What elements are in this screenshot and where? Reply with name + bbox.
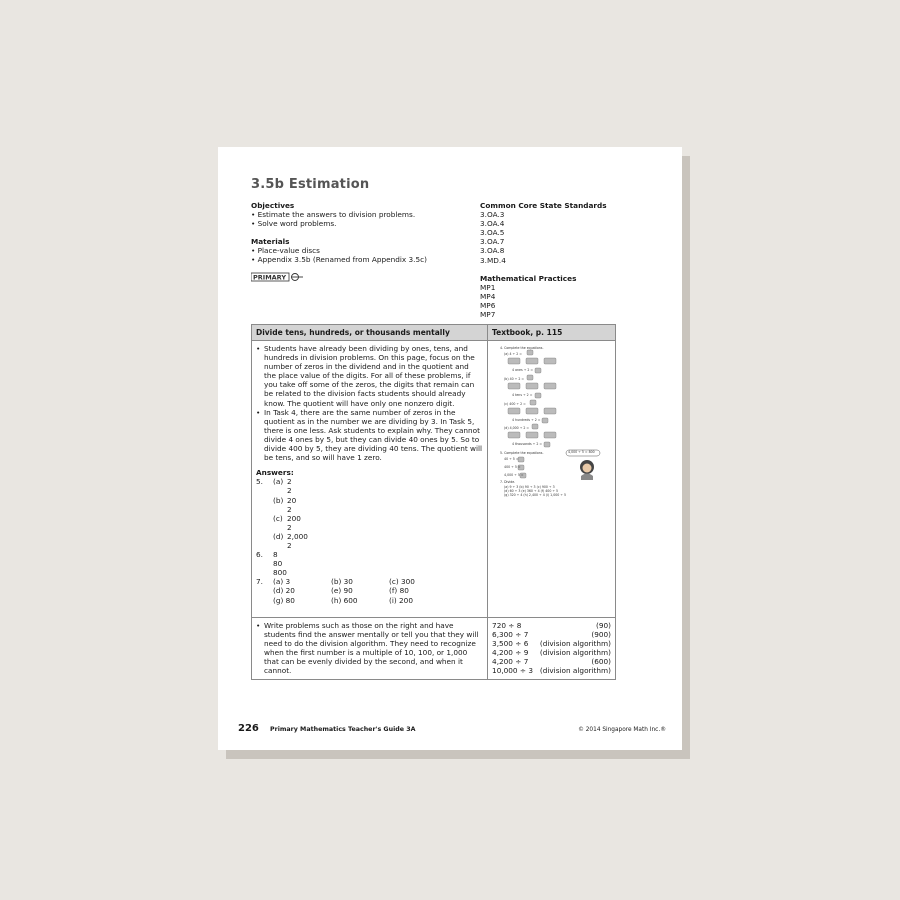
teaching-notes-cell	[252, 341, 488, 618]
standard-item: 3.MD.4	[480, 255, 506, 265]
primary-logo	[251, 272, 305, 282]
copyright: © 2014 Singapore Math Inc.®	[578, 727, 666, 733]
lesson-table	[251, 324, 616, 680]
teaching-bullet: • Write problems such as those on the right and have students find the answer mentally or tell you that they will need to do the division algorithm. They need to recognize when the first number is a multiple of 10, 100, or 1,000 that can be evenly divided by the second, and when it cannot.	[264, 621, 483, 676]
table-header-right: Textbook, p. 115	[488, 325, 616, 341]
practice-item: MP4	[480, 291, 496, 301]
document-page	[218, 147, 682, 750]
table-header-left: Divide tens, hundreds, or thousands mentally	[252, 325, 488, 341]
page-footer	[238, 716, 666, 735]
textbook-thumbnail-cell	[488, 341, 616, 618]
practices-heading: Mathematical Practices	[480, 273, 577, 283]
lesson-title: 3.5b Estimation	[251, 177, 370, 192]
right-info-column	[480, 201, 640, 319]
material-item: • Place-value discs	[251, 246, 320, 256]
svg-text:PRIMARY: PRIMARY	[253, 273, 287, 282]
mental-division-notes-cell	[252, 618, 488, 680]
answers-label: Answers:	[256, 468, 294, 478]
teaching-bullet: • In Task 4, there are the same number of zeros in the quotient as in the number we are dividing by 3. In Task 5, there is one less. Ask students to explain why. They cannot divide 4 ones by 5, but they can divide 40 ones by 5. So to divide 400 by 5, they are dividing 40 tens. The quotient will be tens, and so will have 1 zero.	[264, 408, 483, 463]
teaching-bullet: • Students have already been dividing by ones, tens, and hundreds in division problems. On this page, focus on the number of zeros in the dividend and in the quotient and the place value of the digits. For all of these problems, if you take off some of the zeros, the digits that remain can be related to the division facts students should already know. The quotient will have only one nonzero digit.	[264, 344, 483, 408]
standard-item: 3.OA.5	[480, 228, 505, 238]
problem-row: 10,000 ÷ 3 (division algorithm)	[492, 666, 611, 676]
material-item: • Appendix 3.5b (Renamed from Appendix 3.5c)	[251, 255, 427, 265]
left-info-column	[251, 201, 471, 265]
practice-problems-cell	[488, 618, 616, 680]
problem-row: 3,500 ÷ 6 (division algorithm)	[492, 639, 611, 649]
book-title: Primary Mathematics Teacher's Guide 3A	[269, 726, 416, 733]
practice-item: MP7	[480, 310, 496, 320]
problem-row: 6,300 ÷ 7 (900)	[492, 630, 611, 640]
page-number: 226	[238, 723, 259, 734]
problem-row: 4,200 ÷ 7 (600)	[492, 657, 611, 667]
problem-row: 4,200 ÷ 9 (division algorithm)	[492, 648, 611, 658]
objective-item: • Solve word problems.	[251, 219, 337, 229]
practice-item: MP1	[480, 282, 496, 292]
standard-item: 3.OA.7	[480, 237, 505, 247]
materials-heading: Materials	[251, 237, 290, 247]
problem-row: 720 ÷ 8 (90)	[492, 621, 611, 630]
practice-item: MP6	[480, 300, 496, 310]
objective-item: • Estimate the answers to division problems.	[251, 210, 416, 220]
standard-item: 3.OA.8	[480, 246, 505, 256]
standard-item: 3.OA.3	[480, 210, 505, 220]
objectives-heading: Objectives	[251, 201, 295, 210]
answers-block: Answers: 5. (a) 2 2 (b) 20 2 (c) 200 2 (d) 2,000 2 6. 8 80 800 7. (a) 3 (b) 30 (c) 300 (d) 20 (e) 90 (f) 80 (g) 80 (h) 600 (i) 200	[256, 468, 483, 604]
standard-item: 3.OA.4	[480, 219, 505, 229]
textbook-page-thumbnail: 4. Complete the equations. (a) 4 ÷ 2 = 4 ones ÷ 2 = (b) 40 ÷ 2 = 4 tens ÷ 2 = (c) 400 ÷ 2 = 4 hundreds ÷ 2 = (d) 4,000 ÷ 2 = 4 thousands ÷ 2 = 5. Complete the equations. 4,000 ÷ 5 = 800 40 ÷ 5 = 400 ÷ 5 = 4,000 ÷ 5 = 7. Divide. (a) 9 ÷ 3 (b) 90 ÷ 3 (c) 900 ÷ 3 (d) 60 ÷ 3 (e) 360 ÷ 4 (f) 400 ÷ 5 (g) 320 ÷ 4 (h) 2,400 ÷ 4 (i) 1,000 ÷ 5	[492, 344, 607, 614]
standards-heading: Common Core State Standards	[480, 201, 607, 210]
